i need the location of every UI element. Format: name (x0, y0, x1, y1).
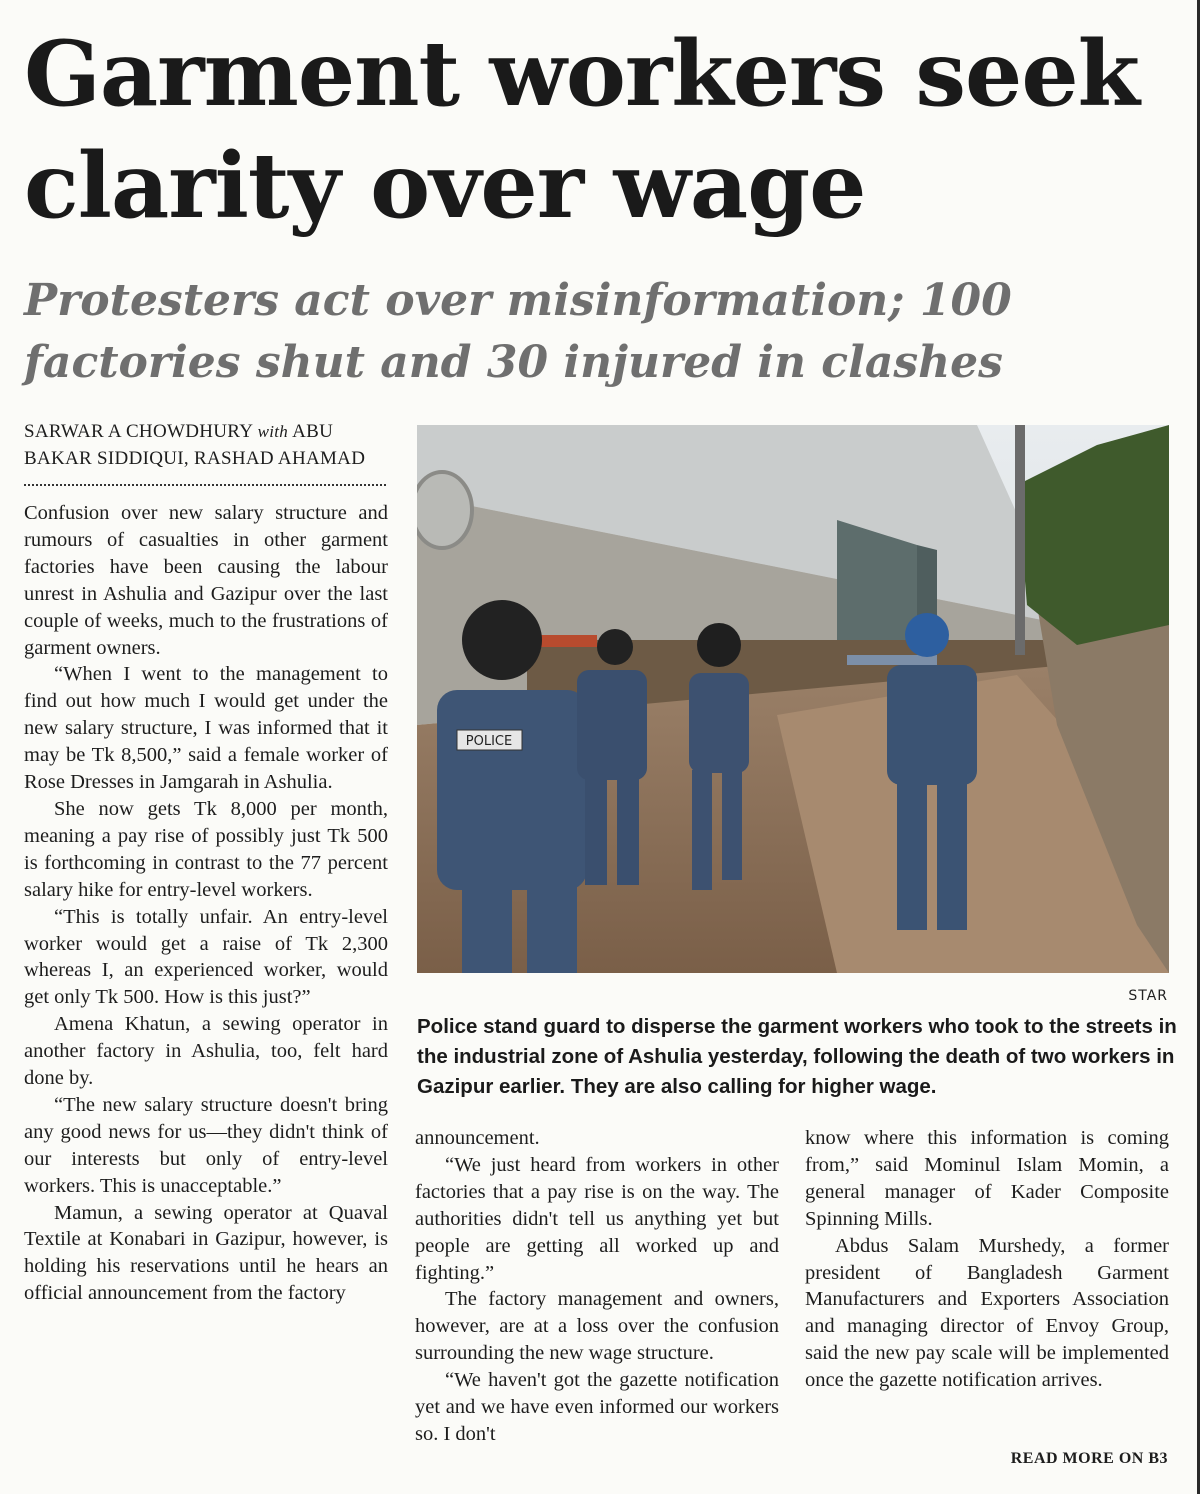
byline (24, 418, 389, 472)
byline-author: SARWAR A CHOWDHURY (24, 421, 253, 442)
paragraph: Mamun, a sewing operator at Quaval Textile at Konabari in Gazipur, however, is holding his reservations until he hears an official announcement from the factory (24, 1201, 388, 1305)
photo-credit: STAR (1128, 988, 1168, 1004)
body-column-1 (24, 500, 388, 1307)
paragraph: “We just heard from workers in other factories that a pay rise is on the way. The authorities didn't tell us anything yet but people are getting all worked up and fighting.” (415, 1153, 779, 1284)
paragraph: She now gets Tk 8,000 per month, meaning a pay rise of possibly just Tk 500 is forthcoming in contrast to the 77 percent salary hike for entry-level workers. (24, 797, 388, 901)
paragraph: announcement. (415, 1127, 540, 1149)
body-column-2 (415, 1125, 779, 1448)
paragraph: The factory management and owners, however, are at a loss over the confusion surrounding the new wage structure. (415, 1288, 779, 1365)
news-photo (417, 425, 1169, 973)
paragraph: “When I went to the management to find out how much I would get under the new salary structure, I was informed that it may be Tk 8,500,” said a female worker of Rose Dresses in Jamgarah in Ashulia. (24, 663, 388, 794)
police-street-photo (417, 425, 1169, 973)
headline: Garment workers seek clarity over wage (24, 21, 1139, 239)
byline-divider (24, 484, 386, 486)
photo-caption: Police stand guard to disperse the garment workers who took to the streets in the industrial zone of Ashulia yesterday, following the death of two workers in Gazipur earlier. They are also calling for higher wage. (417, 1015, 1177, 1098)
paragraph: Confusion over new salary structure and rumours of casualties in other garment factories have been causing the labour unrest in Ashulia and Gazipur over the last couple of weeks, much to the frustrations of garment owners. (24, 502, 388, 659)
read-more-link[interactable]: READ MORE ON B3 (1010, 1450, 1168, 1467)
paragraph: know where this information is coming from,” said Mominul Islam Momin, a general manager of Kader Composite Spinning Mills. (805, 1127, 1169, 1230)
paragraph: “We haven't got the gazette notification yet and we have even informed our workers so. I don't (415, 1369, 779, 1445)
paragraph: Abdus Salam Murshedy, a former president of Bangladesh Garment Manufacturers and Exporters Association and managing director of Envoy Group, said the new pay scale will be implemented once the gazette notification arrives. (805, 1234, 1169, 1392)
byline-with: with (257, 422, 289, 441)
vest-label: POLICE (465, 734, 513, 749)
body-column-3 (805, 1125, 1169, 1394)
paragraph: Amena Khatun, a sewing operator in another factory in Ashulia, too, felt hard done by. (24, 1013, 388, 1090)
paragraph: “This is totally unfair. An entry-level worker would get a raise of Tk 2,300 whereas I, an experienced worker, would get only Tk 500. How is this just?” (24, 905, 388, 1009)
byline-coauthors: ABU BAKAR SIDDIQUI, RASHAD AHAMAD (24, 421, 366, 469)
subheadline: Protesters act over misinformation; 100 factories shut and 30 injured in clashes (24, 275, 1012, 388)
paragraph: “The new salary structure doesn't bring any good news for us—they didn't think of our interests but only of entry-level workers. This is unacceptable.” (24, 1093, 388, 1197)
